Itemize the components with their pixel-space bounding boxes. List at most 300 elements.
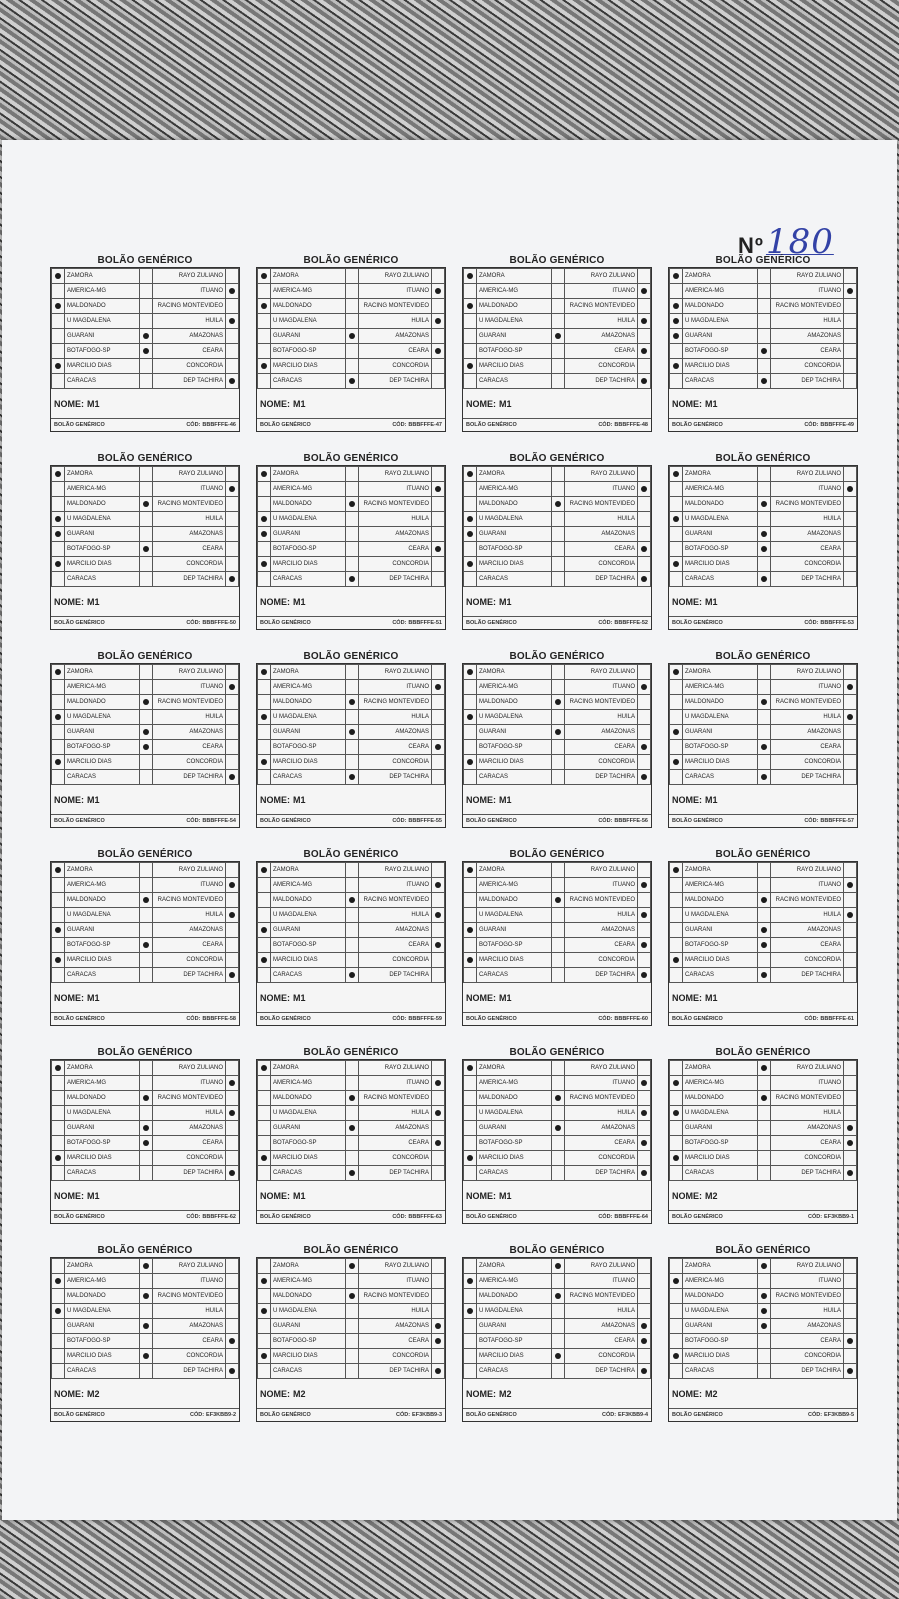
away-team[interactable]: ITUANO <box>771 878 844 893</box>
home-win-mark[interactable] <box>258 1334 271 1349</box>
away-team[interactable]: CEARA <box>771 938 844 953</box>
draw-mark[interactable] <box>140 1166 153 1181</box>
away-team[interactable]: CONCORDIA <box>153 953 226 968</box>
home-team[interactable]: MALDONADO <box>271 695 346 710</box>
away-team[interactable]: AMAZONAS <box>771 1319 844 1334</box>
home-team[interactable]: MALDONADO <box>271 893 346 908</box>
home-team[interactable]: MARCILIO DIAS <box>683 359 758 374</box>
away-team[interactable]: HUILA <box>359 314 432 329</box>
home-team[interactable]: AMERICA-MG <box>271 284 346 299</box>
away-win-mark[interactable] <box>638 299 651 314</box>
draw-mark[interactable] <box>552 893 565 908</box>
away-team[interactable]: CEARA <box>359 1136 432 1151</box>
away-win-mark[interactable] <box>844 1091 857 1106</box>
away-team[interactable]: RAYO ZULIANO <box>359 269 432 284</box>
away-win-mark[interactable] <box>226 863 239 878</box>
draw-mark[interactable] <box>346 1061 359 1076</box>
home-team[interactable]: BOTAFOGO-SP <box>683 740 758 755</box>
home-win-mark[interactable] <box>52 665 65 680</box>
home-team[interactable]: U MAGDALENA <box>271 1304 346 1319</box>
away-team[interactable]: CONCORDIA <box>359 1151 432 1166</box>
away-team[interactable]: ITUANO <box>771 1076 844 1091</box>
draw-mark[interactable] <box>552 908 565 923</box>
home-win-mark[interactable] <box>670 1151 683 1166</box>
home-team[interactable]: BOTAFOGO-SP <box>683 1334 758 1349</box>
draw-mark[interactable] <box>552 953 565 968</box>
away-win-mark[interactable] <box>844 938 857 953</box>
home-team[interactable]: U MAGDALENA <box>683 908 758 923</box>
away-team[interactable]: CEARA <box>565 344 638 359</box>
home-team[interactable]: GUARANI <box>683 329 758 344</box>
away-team[interactable]: ITUANO <box>565 1274 638 1289</box>
home-team[interactable]: BOTAFOGO-SP <box>271 344 346 359</box>
home-win-mark[interactable] <box>52 1076 65 1091</box>
away-win-mark[interactable] <box>432 482 445 497</box>
home-team[interactable]: AMERICA-MG <box>271 1076 346 1091</box>
draw-mark[interactable] <box>140 770 153 785</box>
home-team[interactable]: GUARANI <box>477 1121 552 1136</box>
draw-mark[interactable] <box>346 710 359 725</box>
away-team[interactable]: RACING MONTEVIDEO <box>359 893 432 908</box>
home-team[interactable]: ZAMORA <box>683 1061 758 1076</box>
home-win-mark[interactable] <box>670 710 683 725</box>
home-win-mark[interactable] <box>52 740 65 755</box>
draw-mark[interactable] <box>758 1106 771 1121</box>
home-team[interactable]: BOTAFOGO-SP <box>683 938 758 953</box>
home-win-mark[interactable] <box>464 1319 477 1334</box>
home-team[interactable]: CARACAS <box>65 968 140 983</box>
home-win-mark[interactable] <box>258 908 271 923</box>
away-team[interactable]: CONCORDIA <box>359 953 432 968</box>
draw-mark[interactable] <box>758 755 771 770</box>
away-win-mark[interactable] <box>844 953 857 968</box>
away-win-mark[interactable] <box>226 1289 239 1304</box>
draw-mark[interactable] <box>758 1136 771 1151</box>
home-team[interactable]: AMERICA-MG <box>271 482 346 497</box>
away-team[interactable]: CEARA <box>359 938 432 953</box>
home-win-mark[interactable] <box>52 893 65 908</box>
away-team[interactable]: RAYO ZULIANO <box>565 665 638 680</box>
away-win-mark[interactable] <box>432 923 445 938</box>
away-win-mark[interactable] <box>844 527 857 542</box>
away-team[interactable]: CEARA <box>153 344 226 359</box>
away-team[interactable]: RAYO ZULIANO <box>771 665 844 680</box>
draw-mark[interactable] <box>140 680 153 695</box>
draw-mark[interactable] <box>346 665 359 680</box>
home-win-mark[interactable] <box>52 374 65 389</box>
home-win-mark[interactable] <box>464 1076 477 1091</box>
home-team[interactable]: GUARANI <box>271 725 346 740</box>
away-win-mark[interactable] <box>638 923 651 938</box>
home-team[interactable]: GUARANI <box>477 527 552 542</box>
draw-mark[interactable] <box>346 572 359 587</box>
draw-mark[interactable] <box>140 557 153 572</box>
home-win-mark[interactable] <box>670 572 683 587</box>
home-win-mark[interactable] <box>258 329 271 344</box>
home-team[interactable]: U MAGDALENA <box>65 314 140 329</box>
draw-mark[interactable] <box>552 344 565 359</box>
draw-mark[interactable] <box>346 1091 359 1106</box>
away-win-mark[interactable] <box>638 1151 651 1166</box>
home-win-mark[interactable] <box>52 269 65 284</box>
home-team[interactable]: BOTAFOGO-SP <box>477 542 552 557</box>
away-team[interactable]: CEARA <box>771 1334 844 1349</box>
home-win-mark[interactable] <box>670 527 683 542</box>
away-team[interactable]: ITUANO <box>565 284 638 299</box>
home-team[interactable]: MARCILIO DIAS <box>65 755 140 770</box>
away-win-mark[interactable] <box>844 497 857 512</box>
home-win-mark[interactable] <box>670 512 683 527</box>
draw-mark[interactable] <box>758 725 771 740</box>
away-win-mark[interactable] <box>432 1259 445 1274</box>
draw-mark[interactable] <box>140 908 153 923</box>
away-team[interactable]: RAYO ZULIANO <box>565 1061 638 1076</box>
home-win-mark[interactable] <box>52 938 65 953</box>
away-win-mark[interactable] <box>226 1151 239 1166</box>
draw-mark[interactable] <box>758 572 771 587</box>
home-win-mark[interactable] <box>464 269 477 284</box>
draw-mark[interactable] <box>552 725 565 740</box>
away-team[interactable]: HUILA <box>771 512 844 527</box>
away-win-mark[interactable] <box>432 527 445 542</box>
away-win-mark[interactable] <box>638 725 651 740</box>
draw-mark[interactable] <box>346 1076 359 1091</box>
away-team[interactable]: RACING MONTEVIDEO <box>565 497 638 512</box>
home-team[interactable]: U MAGDALENA <box>271 1106 346 1121</box>
home-team[interactable]: BOTAFOGO-SP <box>683 1136 758 1151</box>
away-team[interactable]: HUILA <box>771 314 844 329</box>
home-team[interactable]: MALDONADO <box>683 695 758 710</box>
away-team[interactable]: CONCORDIA <box>359 359 432 374</box>
away-team[interactable]: DEP TACHIRA <box>359 770 432 785</box>
home-win-mark[interactable] <box>670 770 683 785</box>
away-win-mark[interactable] <box>226 1136 239 1151</box>
away-win-mark[interactable] <box>432 680 445 695</box>
home-team[interactable]: GUARANI <box>65 329 140 344</box>
away-win-mark[interactable] <box>226 1166 239 1181</box>
away-win-mark[interactable] <box>844 1136 857 1151</box>
home-win-mark[interactable] <box>464 1091 477 1106</box>
home-team[interactable]: MALDONADO <box>65 695 140 710</box>
home-win-mark[interactable] <box>670 482 683 497</box>
away-team[interactable]: CONCORDIA <box>153 755 226 770</box>
home-win-mark[interactable] <box>464 710 477 725</box>
away-win-mark[interactable] <box>638 695 651 710</box>
draw-mark[interactable] <box>552 329 565 344</box>
home-team[interactable]: MALDONADO <box>271 497 346 512</box>
away-win-mark[interactable] <box>844 878 857 893</box>
away-team[interactable]: DEP TACHIRA <box>153 572 226 587</box>
away-team[interactable]: CEARA <box>565 1334 638 1349</box>
home-team[interactable]: MARCILIO DIAS <box>271 1349 346 1364</box>
away-team[interactable]: AMAZONAS <box>359 527 432 542</box>
home-team[interactable]: CARACAS <box>683 770 758 785</box>
away-team[interactable]: RACING MONTEVIDEO <box>565 299 638 314</box>
home-win-mark[interactable] <box>464 1304 477 1319</box>
home-team[interactable]: MALDONADO <box>65 1289 140 1304</box>
away-win-mark[interactable] <box>432 299 445 314</box>
away-team[interactable]: HUILA <box>359 512 432 527</box>
away-team[interactable]: ITUANO <box>771 680 844 695</box>
home-win-mark[interactable] <box>258 695 271 710</box>
away-win-mark[interactable] <box>638 1076 651 1091</box>
home-win-mark[interactable] <box>258 665 271 680</box>
away-team[interactable]: AMAZONAS <box>771 329 844 344</box>
home-win-mark[interactable] <box>258 374 271 389</box>
home-win-mark[interactable] <box>464 572 477 587</box>
away-win-mark[interactable] <box>638 1289 651 1304</box>
home-win-mark[interactable] <box>464 953 477 968</box>
home-team[interactable]: CARACAS <box>683 374 758 389</box>
home-team[interactable]: U MAGDALENA <box>477 1106 552 1121</box>
draw-mark[interactable] <box>140 953 153 968</box>
away-team[interactable]: RAYO ZULIANO <box>153 269 226 284</box>
draw-mark[interactable] <box>140 512 153 527</box>
home-win-mark[interactable] <box>258 923 271 938</box>
draw-mark[interactable] <box>758 542 771 557</box>
draw-mark[interactable] <box>346 1136 359 1151</box>
draw-mark[interactable] <box>346 314 359 329</box>
home-win-mark[interactable] <box>258 359 271 374</box>
home-team[interactable]: U MAGDALENA <box>271 710 346 725</box>
home-team[interactable]: U MAGDALENA <box>65 710 140 725</box>
away-win-mark[interactable] <box>226 1259 239 1274</box>
home-team[interactable]: ZAMORA <box>683 467 758 482</box>
away-team[interactable]: RACING MONTEVIDEO <box>359 1289 432 1304</box>
home-team[interactable]: GUARANI <box>477 1319 552 1334</box>
draw-mark[interactable] <box>346 1289 359 1304</box>
home-win-mark[interactable] <box>258 1076 271 1091</box>
draw-mark[interactable] <box>346 284 359 299</box>
away-win-mark[interactable] <box>638 1364 651 1379</box>
away-team[interactable]: CEARA <box>565 740 638 755</box>
away-win-mark[interactable] <box>844 374 857 389</box>
away-team[interactable]: HUILA <box>153 710 226 725</box>
draw-mark[interactable] <box>552 665 565 680</box>
draw-mark[interactable] <box>758 878 771 893</box>
away-win-mark[interactable] <box>638 329 651 344</box>
home-team[interactable]: GUARANI <box>271 1319 346 1334</box>
home-win-mark[interactable] <box>258 482 271 497</box>
home-team[interactable]: ZAMORA <box>271 1061 346 1076</box>
draw-mark[interactable] <box>758 314 771 329</box>
draw-mark[interactable] <box>758 665 771 680</box>
away-win-mark[interactable] <box>432 863 445 878</box>
draw-mark[interactable] <box>552 923 565 938</box>
home-team[interactable]: GUARANI <box>477 725 552 740</box>
home-team[interactable]: MARCILIO DIAS <box>65 1151 140 1166</box>
home-win-mark[interactable] <box>670 1136 683 1151</box>
home-win-mark[interactable] <box>52 314 65 329</box>
draw-mark[interactable] <box>346 374 359 389</box>
away-win-mark[interactable] <box>844 344 857 359</box>
home-win-mark[interactable] <box>464 938 477 953</box>
home-win-mark[interactable] <box>52 1304 65 1319</box>
draw-mark[interactable] <box>552 467 565 482</box>
away-team[interactable]: RAYO ZULIANO <box>153 467 226 482</box>
home-team[interactable]: GUARANI <box>271 527 346 542</box>
home-team[interactable]: MALDONADO <box>65 299 140 314</box>
draw-mark[interactable] <box>140 1274 153 1289</box>
draw-mark[interactable] <box>140 665 153 680</box>
home-win-mark[interactable] <box>670 923 683 938</box>
home-team[interactable]: AMERICA-MG <box>65 1274 140 1289</box>
home-win-mark[interactable] <box>670 359 683 374</box>
draw-mark[interactable] <box>140 863 153 878</box>
away-team[interactable]: RAYO ZULIANO <box>771 467 844 482</box>
draw-mark[interactable] <box>552 497 565 512</box>
draw-mark[interactable] <box>140 1259 153 1274</box>
away-team[interactable]: ITUANO <box>771 284 844 299</box>
home-win-mark[interactable] <box>52 1166 65 1181</box>
away-team[interactable]: CONCORDIA <box>153 557 226 572</box>
away-win-mark[interactable] <box>844 1061 857 1076</box>
draw-mark[interactable] <box>140 1289 153 1304</box>
home-team[interactable]: MALDONADO <box>65 893 140 908</box>
home-team[interactable]: CARACAS <box>477 770 552 785</box>
away-win-mark[interactable] <box>638 1166 651 1181</box>
away-team[interactable]: DEP TACHIRA <box>771 1166 844 1181</box>
home-win-mark[interactable] <box>464 1166 477 1181</box>
away-win-mark[interactable] <box>226 1061 239 1076</box>
home-team[interactable]: CARACAS <box>271 1364 346 1379</box>
home-team[interactable]: AMERICA-MG <box>65 1076 140 1091</box>
home-win-mark[interactable] <box>464 680 477 695</box>
draw-mark[interactable] <box>758 953 771 968</box>
away-team[interactable]: CEARA <box>359 542 432 557</box>
home-team[interactable]: CARACAS <box>65 1166 140 1181</box>
home-win-mark[interactable] <box>52 527 65 542</box>
draw-mark[interactable] <box>758 1334 771 1349</box>
away-team[interactable]: RAYO ZULIANO <box>359 863 432 878</box>
draw-mark[interactable] <box>346 968 359 983</box>
draw-mark[interactable] <box>758 512 771 527</box>
home-win-mark[interactable] <box>258 269 271 284</box>
away-team[interactable]: HUILA <box>771 1304 844 1319</box>
home-team[interactable]: U MAGDALENA <box>271 512 346 527</box>
home-team[interactable]: ZAMORA <box>683 1259 758 1274</box>
home-win-mark[interactable] <box>52 770 65 785</box>
draw-mark[interactable] <box>140 359 153 374</box>
home-win-mark[interactable] <box>670 1274 683 1289</box>
home-team[interactable]: U MAGDALENA <box>477 314 552 329</box>
away-team[interactable]: DEP TACHIRA <box>565 968 638 983</box>
draw-mark[interactable] <box>552 1136 565 1151</box>
draw-mark[interactable] <box>758 908 771 923</box>
away-win-mark[interactable] <box>432 1364 445 1379</box>
away-team[interactable]: RAYO ZULIANO <box>153 1259 226 1274</box>
away-team[interactable]: RACING MONTEVIDEO <box>153 299 226 314</box>
home-win-mark[interactable] <box>52 284 65 299</box>
away-win-mark[interactable] <box>638 374 651 389</box>
away-team[interactable]: ITUANO <box>565 1076 638 1091</box>
away-team[interactable]: DEP TACHIRA <box>359 572 432 587</box>
away-win-mark[interactable] <box>844 740 857 755</box>
home-win-mark[interactable] <box>464 1364 477 1379</box>
home-team[interactable]: MALDONADO <box>477 893 552 908</box>
home-win-mark[interactable] <box>52 908 65 923</box>
away-team[interactable]: HUILA <box>771 1106 844 1121</box>
draw-mark[interactable] <box>552 527 565 542</box>
away-team[interactable]: RAYO ZULIANO <box>565 863 638 878</box>
draw-mark[interactable] <box>140 344 153 359</box>
draw-mark[interactable] <box>140 374 153 389</box>
away-team[interactable]: RAYO ZULIANO <box>153 863 226 878</box>
draw-mark[interactable] <box>552 1061 565 1076</box>
away-win-mark[interactable] <box>844 710 857 725</box>
away-team[interactable]: ITUANO <box>359 1076 432 1091</box>
home-team[interactable]: CARACAS <box>65 1364 140 1379</box>
draw-mark[interactable] <box>140 893 153 908</box>
home-win-mark[interactable] <box>258 878 271 893</box>
away-team[interactable]: CEARA <box>359 740 432 755</box>
home-team[interactable]: GUARANI <box>477 329 552 344</box>
home-win-mark[interactable] <box>258 740 271 755</box>
away-win-mark[interactable] <box>638 878 651 893</box>
away-win-mark[interactable] <box>432 1289 445 1304</box>
away-win-mark[interactable] <box>638 1136 651 1151</box>
home-win-mark[interactable] <box>670 344 683 359</box>
home-team[interactable]: U MAGDALENA <box>477 1304 552 1319</box>
home-team[interactable]: MARCILIO DIAS <box>477 557 552 572</box>
home-win-mark[interactable] <box>258 725 271 740</box>
away-team[interactable]: RACING MONTEVIDEO <box>153 695 226 710</box>
draw-mark[interactable] <box>346 497 359 512</box>
away-win-mark[interactable] <box>844 695 857 710</box>
home-team[interactable]: MALDONADO <box>683 1289 758 1304</box>
draw-mark[interactable] <box>346 542 359 557</box>
home-team[interactable]: BOTAFOGO-SP <box>65 740 140 755</box>
away-team[interactable]: DEP TACHIRA <box>153 1166 226 1181</box>
home-team[interactable]: ZAMORA <box>65 665 140 680</box>
away-team[interactable]: RACING MONTEVIDEO <box>153 497 226 512</box>
away-win-mark[interactable] <box>844 1166 857 1181</box>
away-team[interactable]: CONCORDIA <box>771 953 844 968</box>
home-win-mark[interactable] <box>464 740 477 755</box>
home-win-mark[interactable] <box>258 1166 271 1181</box>
away-win-mark[interactable] <box>844 725 857 740</box>
home-win-mark[interactable] <box>670 1319 683 1334</box>
away-win-mark[interactable] <box>432 725 445 740</box>
away-team[interactable]: RAYO ZULIANO <box>565 269 638 284</box>
away-team[interactable]: RACING MONTEVIDEO <box>771 1289 844 1304</box>
away-win-mark[interactable] <box>638 1334 651 1349</box>
draw-mark[interactable] <box>758 374 771 389</box>
away-win-mark[interactable] <box>844 1121 857 1136</box>
away-team[interactable]: CEARA <box>565 542 638 557</box>
draw-mark[interactable] <box>140 269 153 284</box>
away-team[interactable]: AMAZONAS <box>359 1121 432 1136</box>
draw-mark[interactable] <box>758 1121 771 1136</box>
home-win-mark[interactable] <box>52 542 65 557</box>
home-win-mark[interactable] <box>670 938 683 953</box>
away-win-mark[interactable] <box>432 344 445 359</box>
home-win-mark[interactable] <box>258 314 271 329</box>
home-team[interactable]: U MAGDALENA <box>683 512 758 527</box>
draw-mark[interactable] <box>758 1349 771 1364</box>
away-team[interactable]: AMAZONAS <box>565 1319 638 1334</box>
draw-mark[interactable] <box>758 923 771 938</box>
home-win-mark[interactable] <box>258 680 271 695</box>
draw-mark[interactable] <box>758 269 771 284</box>
draw-mark[interactable] <box>346 953 359 968</box>
home-win-mark[interactable] <box>464 497 477 512</box>
away-win-mark[interactable] <box>226 299 239 314</box>
away-win-mark[interactable] <box>432 938 445 953</box>
away-team[interactable]: AMAZONAS <box>153 329 226 344</box>
away-team[interactable]: CEARA <box>153 1334 226 1349</box>
home-team[interactable]: BOTAFOGO-SP <box>477 344 552 359</box>
